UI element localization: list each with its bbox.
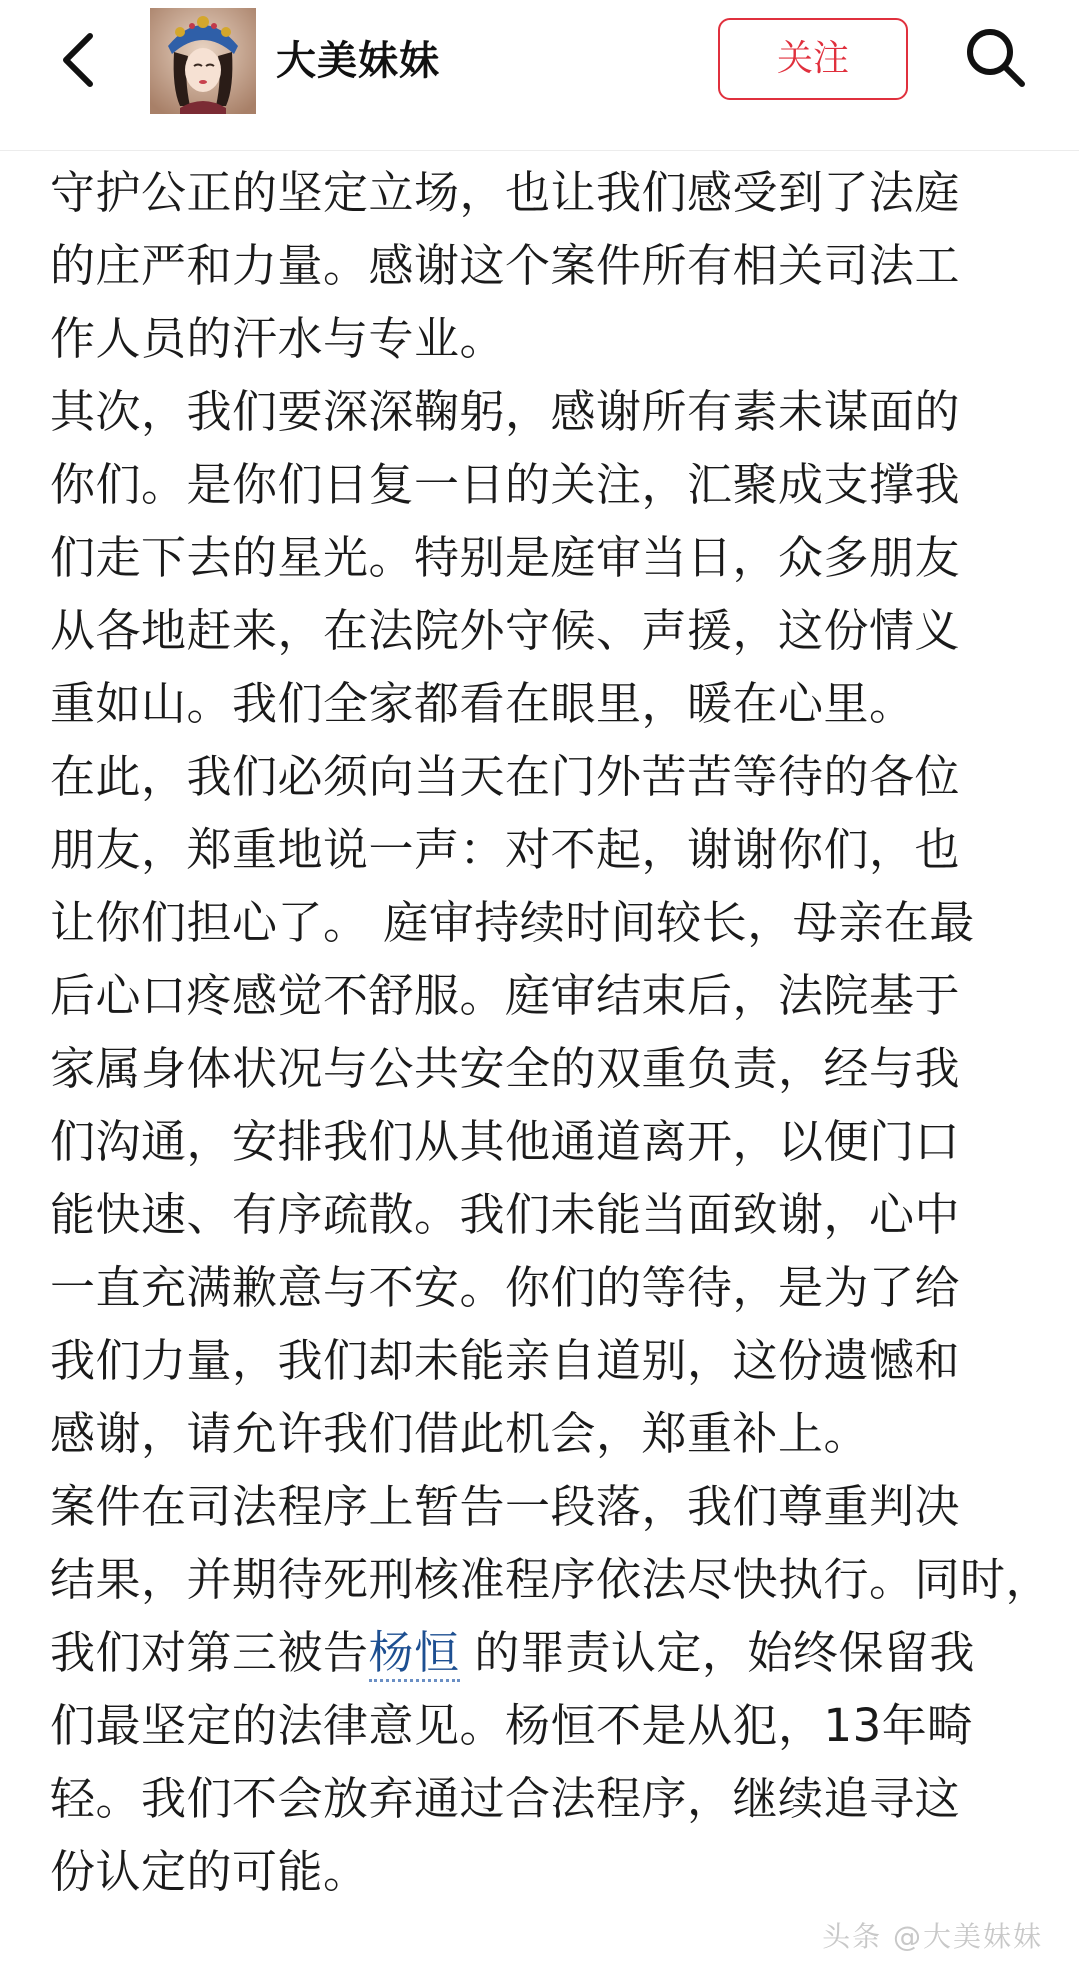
text-line: 其次，我们要深深鞠躬，感谢所有素未谋面的 <box>50 385 961 438</box>
paragraph-block-2 <box>50 1689 1050 1908</box>
text-line: 家属身体状况与公共安全的双重负责，经与我 <box>50 1042 961 1095</box>
article-body <box>50 118 1050 1908</box>
follow-button[interactable]: 关注 <box>718 18 908 100</box>
text-line: 从各地赶来，在法院外守候、声援，这份情义 <box>50 604 961 657</box>
text-line: 们最坚定的法律意见。杨恒不是从犯，13年畸 <box>50 1699 973 1752</box>
text-line: 后心口疼感觉不舒服。庭审结束后，法院基于 <box>50 969 961 1022</box>
text-line: 让你们担心了。 庭审持续时间较长，母亲在最 <box>50 896 975 949</box>
text-line: 你们。是你们日复一日的关注，汇聚成支撑我 <box>50 458 961 511</box>
top-bar <box>0 0 1079 151</box>
watermark: 头条 @大美妹妹 <box>822 1920 1043 1953</box>
text-line: 结果，并期待死刑核准程序依法尽快执行。同时， <box>50 1553 1052 1606</box>
avatar[interactable] <box>150 8 256 114</box>
text-line-with-mention <box>50 1616 1050 1689</box>
back-button[interactable] <box>50 22 110 98</box>
text-line: 重如山。我们全家都看在眼里，暖在心里。 <box>50 677 915 730</box>
text-line: 一直充满歉意与不安。你们的等待，是为了给 <box>50 1261 961 1314</box>
avatar-image <box>150 8 256 114</box>
paragraph-block-1 <box>50 156 1050 1616</box>
mention-prefix: 我们对第三被告 <box>50 1626 369 1679</box>
search-icon <box>960 22 1032 94</box>
text-line: 朋友，郑重地说一声：对不起，谢谢你们，也 <box>50 823 961 876</box>
text-line: 作人员的汗水与专业。 <box>50 312 506 365</box>
text-line: 守护公正的坚定立场，也让我们感受到了法庭 <box>50 166 961 219</box>
author-name[interactable]: 大美妹妹 <box>276 38 440 84</box>
text-line: 能快速、有序疏散。我们未能当面致谢，心中 <box>50 1188 961 1241</box>
text-line: 们走下去的星光。特别是庭审当日，众多朋友 <box>50 531 961 584</box>
text-line: 轻。我们不会放弃通过合法程序，继续追寻这 <box>50 1772 961 1825</box>
chevron-left-icon <box>50 22 110 98</box>
mention-link[interactable]: 杨恒 <box>369 1626 460 1682</box>
text-line: 的庄严和力量。感谢这个案件所有相关司法工 <box>50 239 961 292</box>
text-line: 们沟通，安排我们从其他通道离开，以便门口 <box>50 1115 961 1168</box>
text-line: 感谢，请允许我们借此机会，郑重补上。 <box>50 1407 870 1460</box>
text-line: 我们力量，我们却未能亲自道别，这份遗憾和 <box>50 1334 961 1387</box>
text-line: 案件在司法程序上暂告一段落，我们尊重判决 <box>50 1480 961 1533</box>
text-line: 在此，我们必须向当天在门外苦苦等待的各位 <box>50 750 961 803</box>
mention-suffix: 的罪责认定，始终保留我 <box>474 1626 975 1679</box>
search-button[interactable] <box>960 22 1032 94</box>
text-line: 份认定的可能。 <box>50 1845 369 1898</box>
